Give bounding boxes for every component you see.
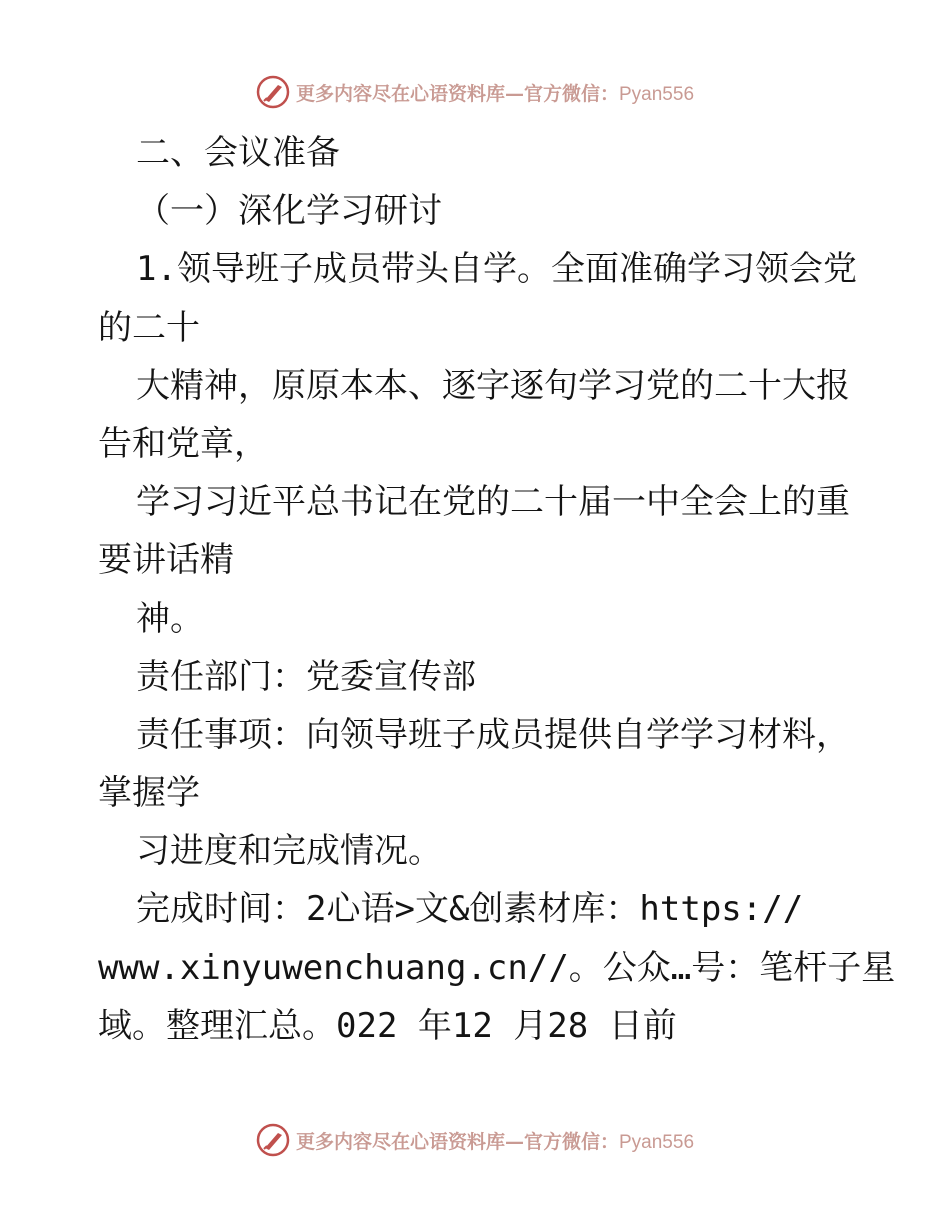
footer-wechat-handle: Pyan556 xyxy=(619,1131,695,1153)
header-watermark-banner xyxy=(0,72,950,112)
paragraph-line: 1.领导班子成员带头自学。全面准确学习领会党 xyxy=(136,249,857,290)
paragraph-line: 掌握学 xyxy=(98,773,200,814)
paragraph-line: www.xinyuwenchuang.cn//。公众…号：笔杆子星 xyxy=(98,947,896,988)
document-body xyxy=(98,124,896,1055)
footer-watermark-banner xyxy=(0,1120,950,1160)
completion-time: 完成时间：2心语>文&创素材库：https:// xyxy=(136,889,804,930)
paragraph-line: 学习习近平总书记在党的二十届一中全会上的重 xyxy=(136,482,850,523)
responsible-department: 责任部门：党委宣传部 xyxy=(136,656,476,697)
paragraph-line: 大精神，原原本本、逐字逐句学习党的二十大报 xyxy=(136,365,850,406)
paragraph-line: 要讲话精 xyxy=(98,540,234,581)
paragraph-line: 的二十 xyxy=(98,307,200,348)
header-wechat-handle: Pyan556 xyxy=(619,83,695,105)
paragraph-line: 域。整理汇总。022 年12 月28 日前 xyxy=(98,1005,677,1046)
subsection-heading: （一）深化学习研讨 xyxy=(136,191,442,232)
footer-banner-text: 更多内容尽在心语资料库—官方微信：Pyan556 xyxy=(295,1130,695,1153)
responsibility-item: 责任事项：向领导班子成员提供自学学习材料， xyxy=(136,714,850,755)
paragraph-line: 告和党章， xyxy=(98,423,268,464)
header-banner-text: 更多内容尽在心语资料库—官方微信：Pyan556 xyxy=(295,82,695,105)
section-heading: 二、会议准备 xyxy=(136,133,340,173)
paragraph-line: 习进度和完成情况。 xyxy=(136,831,442,872)
quill-pen-logo-icon xyxy=(256,1123,290,1157)
paragraph-line: 神。 xyxy=(136,598,204,639)
quill-pen-logo-icon xyxy=(256,75,290,109)
